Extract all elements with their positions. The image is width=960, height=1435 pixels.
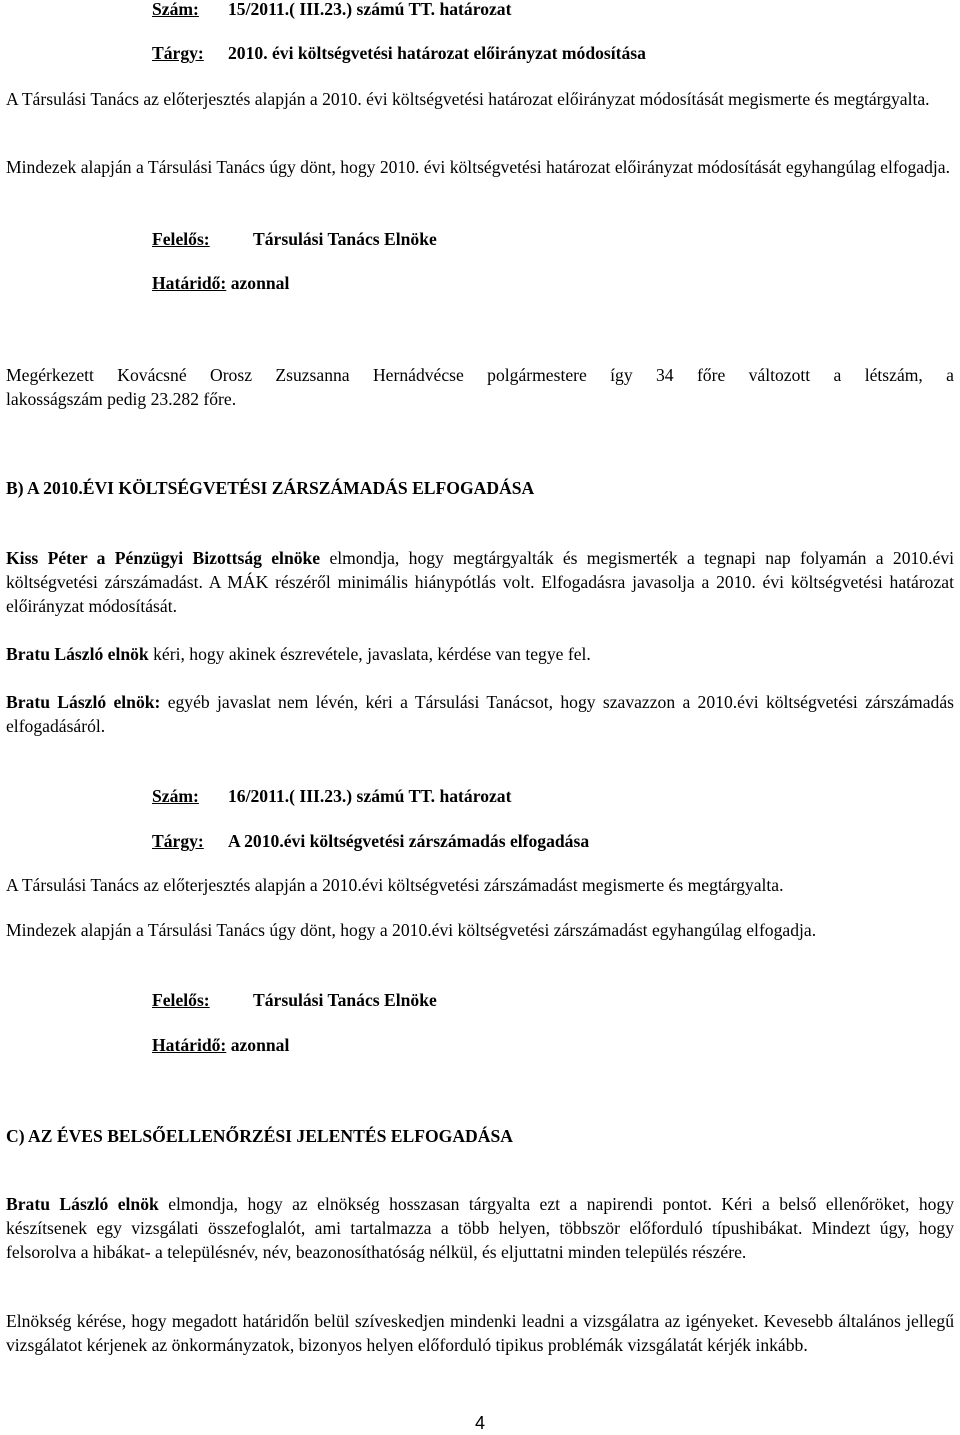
section-b-paragraph-2: Bratu László elnök kéri, hogy akinek észrevétele, javaslata, kérdése van tegye fel. bbox=[6, 644, 591, 664]
hatarido-label: Határidő: bbox=[152, 1035, 227, 1055]
szam-label: Szám: bbox=[152, 0, 199, 19]
targy-label: Tárgy: bbox=[152, 43, 204, 63]
felelos-value: Társulási Tanács Elnöke bbox=[253, 990, 437, 1010]
szam-value: 16/2011.( III.23.) számú TT. határozat bbox=[228, 786, 512, 806]
section-b-paragraph-1: Kiss Péter a Pénzügyi Bizottság elnöke elmondja, hogy megtárgyalták és megismerték a tegnapi nap folyamán a 2010.évi költségvetési zárszámadást. A MÁK részéről minimális hiánypótlás volt. Elfogadásra javasolja a 2010. évi költségvetési határozat előirányzat módosítását. bbox=[6, 548, 955, 616]
page-number: 4 bbox=[474, 1413, 485, 1433]
hatarido-value: azonnal bbox=[230, 1035, 290, 1055]
speaker-name: Bratu László elnök bbox=[6, 1194, 159, 1214]
targy-value: 2010. évi költségvetési határozat előirányzat módosítása bbox=[228, 43, 646, 63]
resolution-paragraph: Mindezek alapján a Társulási Tanács úgy dönt, hogy 2010. évi költségvetési határozat előirányzat módosítását egyhangúlag elfogadja. bbox=[6, 157, 950, 177]
speaker-name: Bratu László elnök bbox=[6, 644, 149, 664]
resolution-number bbox=[152, 0, 511, 21]
section-b-title: B) A 2010.ÉVI KÖLTSÉGVETÉSI ZÁRSZÁMADÁS ELFOGADÁSA bbox=[6, 478, 535, 498]
resolution-subject bbox=[152, 829, 589, 853]
arrival-note-line1: Megérkezett Kovácsné Orosz Zsuzsanna Hernádvécse polgármestere így 34 főre változott a létszám, a bbox=[6, 365, 954, 385]
targy-value: A 2010.évi költségvetési zárszámadás elfogadása bbox=[228, 831, 590, 851]
arrival-note-line2: lakosságszám pedig 23.282 főre. bbox=[6, 389, 237, 409]
section-b-paragraph-3: Bratu László elnök: egyéb javaslat nem lévén, kéri a Társulási Tanácsot, hogy szavazzon a 2010.évi költségvetési zárszámadás elfogadásáról. bbox=[6, 692, 954, 736]
hatarido-label: Határidő: bbox=[152, 273, 227, 293]
hatarido-value: azonnal bbox=[230, 273, 290, 293]
felelos-value: Társulási Tanács Elnöke bbox=[253, 229, 437, 249]
resolution-paragraph: A Társulási Tanács az előterjesztés alapján a 2010.évi költségvetési zárszámadást megismerte és megtárgyalta. bbox=[6, 875, 784, 895]
responsible-line bbox=[152, 227, 437, 251]
resolution-paragraph: A Társulási Tanács az előterjesztés alapján a 2010. évi költségvetési határozat előirányzat módosítását megismerte és megtárgyalta. bbox=[6, 89, 930, 109]
section-c-paragraph-2: Elnökség kérése, hogy megadott határidőn belül szíveskedjen mindenki leadni a vizsgálatra az igényeket. Kevesebb általános jellegű vizsgálatot kérjenek az önkormányzatok, bizonyos helyen előforduló tipikus problémák vizsgálatát kérjék inkább. bbox=[6, 1311, 954, 1355]
resolution-paragraph: Mindezek alapján a Társulási Tanács úgy dönt, hogy a 2010.évi költségvetési zárszámadást egyhangúlag elfogadja. bbox=[6, 920, 817, 940]
section-c-paragraph-1: Bratu László elnök elmondja, hogy az elnökség hosszasan tárgyalta ezt a napirendi pontot. Kéri a belső ellenőröket, hogy készítsenek egy vizsgálati összefoglalót, ami tartalmazza a több helyen, többször előforduló típushibákat. Mindezt úgy, hogy felsorolva a hibákat- a településnév, név, beazonosíthatóság nélkül, és eljuttatni minden település részére. bbox=[6, 1194, 955, 1262]
deadline-line bbox=[152, 1033, 289, 1057]
deadline-line bbox=[152, 271, 289, 295]
responsible-line bbox=[152, 988, 437, 1012]
resolution-subject bbox=[152, 41, 646, 65]
resolution-number bbox=[152, 784, 511, 808]
szam-label: Szám: bbox=[152, 786, 199, 806]
felelos-label: Felelős: bbox=[152, 229, 210, 249]
szam-value: 15/2011.( III.23.) számú TT. határozat bbox=[228, 0, 512, 19]
targy-label: Tárgy: bbox=[152, 831, 204, 851]
felelos-label: Felelős: bbox=[152, 990, 210, 1010]
speaker-name: Kiss Péter a Pénzügyi Bizottság elnöke bbox=[6, 548, 321, 568]
section-c-title: C) AZ ÉVES BELSŐELLENŐRZÉSI JELENTÉS ELFOGADÁSA bbox=[6, 1126, 513, 1146]
speaker-name: Bratu László elnök: bbox=[6, 692, 161, 712]
